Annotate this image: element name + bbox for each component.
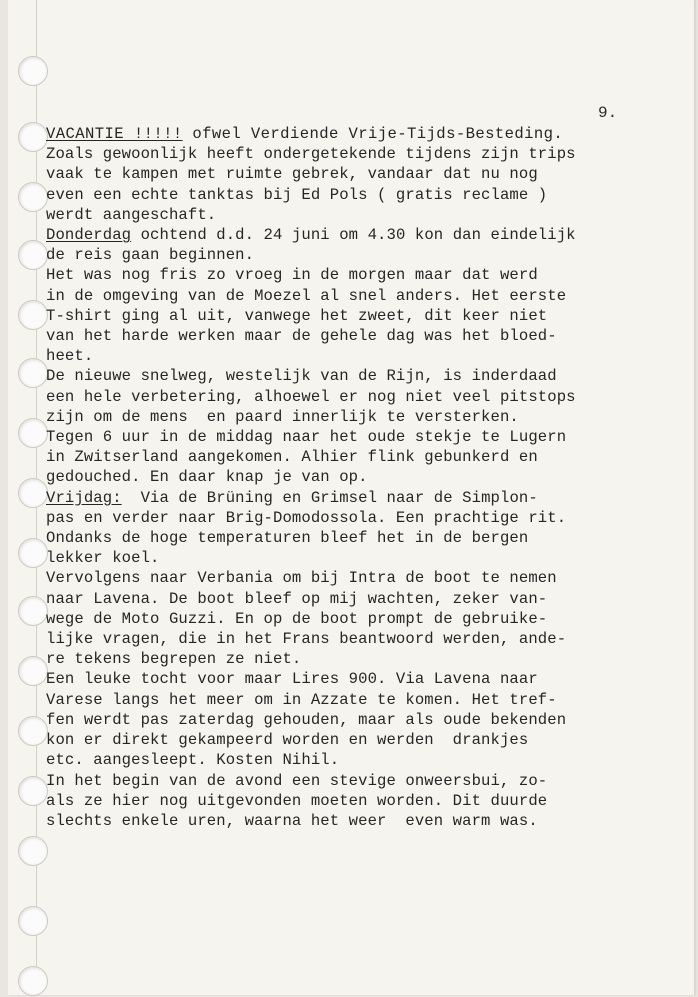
punch-hole-icon	[18, 300, 48, 330]
underlined-day-label: Donderdag	[46, 226, 132, 245]
line-text: als ze hier nog uitgevonden moeten worden. Dit duurde	[46, 791, 548, 810]
punch-hole-icon	[18, 596, 48, 626]
punch-hole-icon	[18, 656, 48, 686]
text-line	[46, 265, 656, 285]
text-line	[46, 447, 656, 467]
text-line	[46, 669, 656, 689]
punch-hole-icon	[18, 966, 48, 996]
line-text: pas en verder naar Brig-Domodossola. Een prachtige rit.	[46, 508, 567, 527]
document-title	[46, 124, 656, 144]
line-text: gedouched. En daar knap je van op.	[46, 468, 368, 487]
text-line	[46, 508, 656, 528]
line-text: lijke vragen, die in het Frans beantwoord werden, ande-	[46, 630, 567, 649]
text-line	[46, 306, 656, 326]
punch-hole-icon	[18, 56, 48, 86]
line-text: Het was nog fris zo vroeg in de morgen maar dat werd	[46, 266, 538, 285]
line-text: Zoals gewoonlijk heeft ondergetekende tijdens zijn trips	[46, 145, 576, 164]
line-text: in Zwitserland aangekomen. Alhier flink gebunkerd en	[46, 448, 538, 467]
line-text: Via de Brüning en Grimsel naar de Simplon-	[121, 488, 538, 507]
punch-hole-icon	[18, 182, 48, 212]
line-text: de reis gaan beginnen.	[46, 246, 255, 265]
text-line	[46, 548, 656, 568]
punch-hole-icon	[18, 716, 48, 746]
text-line	[46, 649, 656, 669]
text-line	[46, 528, 656, 548]
text-line	[46, 629, 656, 649]
punch-hole-icon	[18, 418, 48, 448]
text-line	[46, 326, 656, 346]
line-text: even een echte tanktas bij Ed Pols ( gratis reclame )	[46, 185, 548, 204]
text-line	[46, 730, 656, 750]
document-page	[8, 0, 695, 995]
text-line	[46, 488, 656, 508]
line-text: slechts enkele uren, waarna het weer even warm was.	[46, 811, 538, 830]
line-text: Een leuke tocht voor maar Lires 900. Via Lavena naar	[46, 670, 538, 689]
line-text: In het begin van de avond een stevige onweersbui, zo-	[46, 771, 548, 790]
line-text: Vervolgens naar Verbania om bij Intra de boot te nemen	[46, 569, 557, 588]
line-text: re tekens begrepen ze niet.	[46, 650, 302, 669]
line-text: heet.	[46, 347, 94, 366]
text-line	[46, 245, 656, 265]
line-text: in de omgeving van de Moezel al snel anders. Het eerste	[46, 286, 567, 305]
punch-hole-icon	[18, 240, 48, 270]
text-line	[46, 205, 656, 225]
line-text: Varese langs het meer om in Azzate te komen. Het tref-	[46, 690, 557, 709]
text-line	[46, 144, 656, 164]
text-line	[46, 225, 656, 245]
line-text: lekker koel.	[46, 549, 160, 568]
punch-hole-icon	[18, 906, 48, 936]
text-line	[46, 286, 656, 306]
text-line	[46, 387, 656, 407]
text-line	[46, 346, 656, 366]
punch-hole-icon	[18, 478, 48, 508]
text-line	[46, 164, 656, 184]
punch-hole-icon	[18, 776, 48, 806]
text-line	[46, 467, 656, 487]
line-text: T-shirt ging al uit, vanwege het zweet, dit keer niet	[46, 306, 548, 325]
text-line	[46, 427, 656, 447]
text-line	[46, 366, 656, 386]
text-line	[46, 407, 656, 427]
text-line	[46, 791, 656, 811]
punch-hole-icon	[18, 538, 48, 568]
line-text: vaak te kampen met ruimte gebrek, vandaar dat nu nog	[46, 165, 538, 184]
line-text: van het harde werken maar de gehele dag was het bloed-	[46, 327, 557, 346]
line-text: zijn om de mens en paard innerlijk te versterken.	[46, 407, 519, 426]
line-text: De nieuwe snelweg, westelijk van de Rijn, is inderdaad	[46, 367, 557, 386]
text-line	[46, 568, 656, 588]
text-line	[46, 589, 656, 609]
line-text: een hele verbetering, alhoewel er nog niet veel pitstops	[46, 387, 576, 406]
line-text: kon er direkt gekampeerd worden en werden drankjes	[46, 731, 529, 750]
text-line	[46, 750, 656, 770]
punch-hole-icon	[18, 122, 48, 152]
line-text: fen werdt pas zaterdag gehouden, maar als oude bekenden	[46, 710, 567, 729]
text-line	[46, 811, 656, 831]
text-line	[46, 690, 656, 710]
line-text: werdt aangeschaft.	[46, 205, 217, 224]
line-text: ochtend d.d. 24 juni om 4.30 kon dan eindelijk	[131, 226, 576, 245]
underlined-day-label: Vrijdag:	[46, 488, 122, 507]
line-text: naar Lavena. De boot bleef op mij wachten, zeker van-	[46, 589, 548, 608]
title-underlined: VACANTIE !!!!!	[46, 125, 183, 143]
line-text: wege de Moto Guzzi. En op de boot prompt de gebruike-	[46, 609, 548, 628]
punch-hole-icon	[18, 358, 48, 388]
text-line	[46, 710, 656, 730]
title-rest: ofwel Verdiende Vrije-Tijds-Besteding.	[182, 125, 564, 143]
body-lines	[46, 144, 656, 831]
line-text: Ondanks de hoge temperaturen bleef het in de bergen	[46, 529, 529, 548]
text-line	[46, 185, 656, 205]
line-text: Tegen 6 uur in de middag naar het oude stekje te Lugern	[46, 428, 567, 447]
page-number: 9.	[598, 104, 618, 122]
punch-hole-icon	[18, 836, 48, 866]
line-text: etc. aangesleept. Kosten Nihil.	[46, 751, 340, 770]
document-body	[46, 124, 656, 831]
text-line	[46, 771, 656, 791]
text-line	[46, 609, 656, 629]
